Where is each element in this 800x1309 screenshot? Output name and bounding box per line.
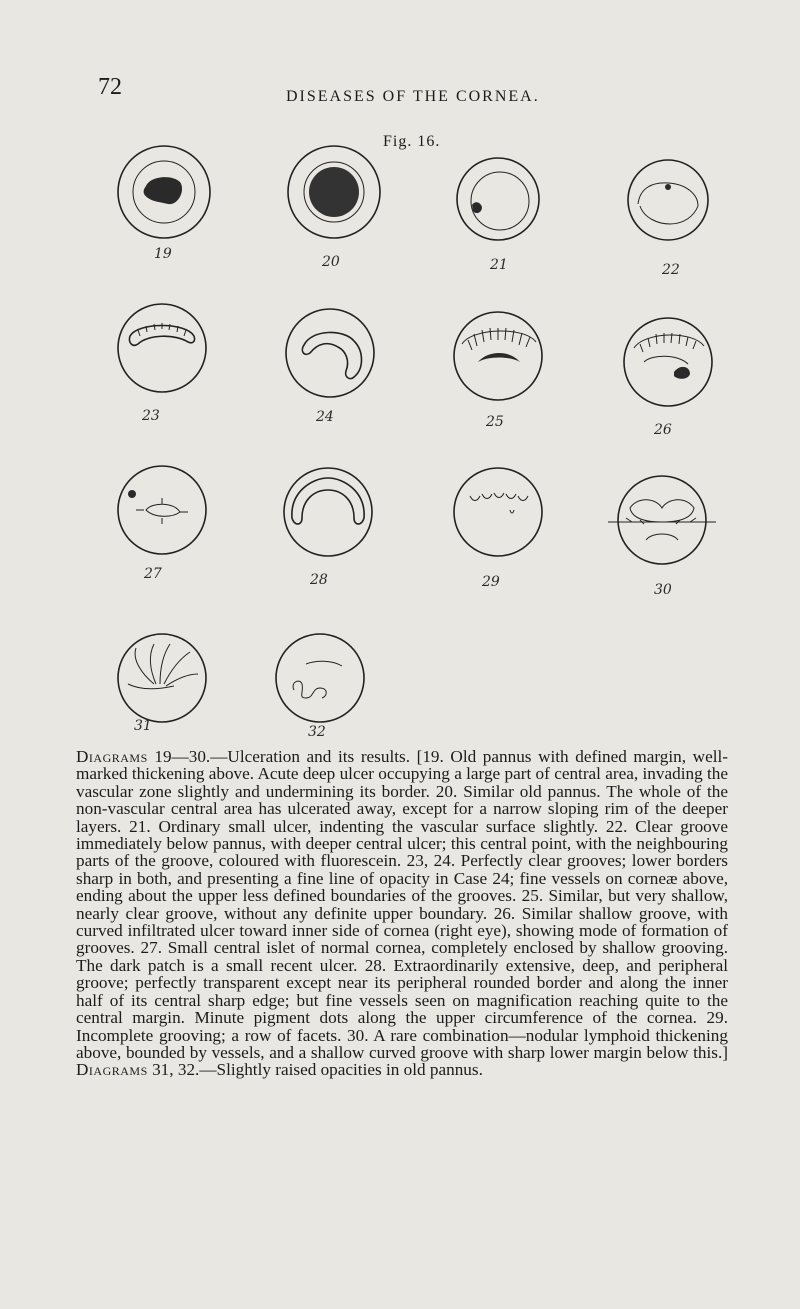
diagram-number: 26 [654, 422, 672, 438]
diagram-28 [282, 468, 378, 588]
diagram-number: 22 [662, 262, 680, 278]
diagram-26 [622, 318, 714, 438]
diagram-24 [284, 311, 380, 425]
running-head: DISEASES OF THE CORNEA. [286, 88, 540, 105]
diagram-number: 23 [142, 408, 160, 424]
diagram-number: 29 [482, 574, 500, 590]
caption-heading: Diagrams [76, 747, 148, 766]
diagram-number: 24 [316, 409, 334, 425]
diagram-30 [606, 478, 718, 598]
diagram-number: 21 [490, 257, 508, 273]
diagram-22 [628, 158, 712, 278]
diagram-29 [452, 470, 544, 590]
diagram-32 [276, 636, 368, 740]
diagram-number: 31 [134, 718, 152, 734]
diagram-25 [452, 318, 548, 430]
caption-tail-text: 31, 32.—Slightly raised opacities in old pannus. [147, 1060, 483, 1080]
diagram-number: 30 [654, 582, 672, 598]
figure-label: Fig. 16. [383, 133, 441, 150]
caption-tail-heading: Diagrams [76, 1060, 148, 1080]
figure-caption [76, 748, 728, 1079]
diagram-19 [116, 150, 212, 262]
diagram-number: 32 [308, 724, 326, 740]
diagram-number: 20 [322, 254, 340, 270]
diagram-number: 19 [154, 246, 172, 262]
diagram-21 [456, 157, 540, 273]
diagram-number: 27 [144, 566, 162, 582]
diagram-23 [116, 302, 212, 424]
diagram-number: 28 [310, 572, 328, 588]
diagram-number: 25 [486, 414, 504, 430]
diagram-27 [116, 468, 208, 582]
caption-text: 19—30.—Ulceration and its results. [19. Old pannus with defined margin, well-marked thickening above. Acute deep ulcer occupying a large part of central area, invading the vascular zone slightly and undermining its border. 20. Similar old pannus. The whole of the non-vascular central area has ulcerated away, except for a narrow sloping rim of the deeper layers. 21. Ordinary small ulcer, indenting the vascular surface slightly. 22. Clear groove immediately below pannus, with deeper central ulcer; this central point, with the neighbouring parts of the groove, coloured with fluorescein. 23, 24. Perfectly clear grooves; lower borders sharp in both, and presenting a fine line of opacity in Case 24; fine vessels on corneæ above, ending about the upper less defined boundaries of the grooves. 25. Similar, but very shallow, nearly clear groove, without any definite upper boundary. 26. Similar shallow groove, with curved infiltrated ulcer toward inner side of cornea (right eye), showing mode of formation of grooves. 27. Small central islet of normal cornea, completely enclosed by shallow grooving. The dark patch is a small recent ulcer. 28. Extraordinarily extensive, deep, and peripheral groove; perfectly transparent except near its peripheral rounded border and along the inner half of its central sharp edge; but fine vessels seen on magnification reaching quite to the central margin. Minute pigment dots along the upper circumference of the cornea. 29. Incomplete grooving; a row of facets. 30. A rare combination—nodular lymphoid thickening above, bounded by vessels, and a shallow curved groove with sharp lower margin below this.] [76, 747, 728, 1062]
page-number: 72 [98, 74, 122, 100]
diagram-31 [116, 634, 208, 734]
diagram-20 [286, 148, 382, 270]
